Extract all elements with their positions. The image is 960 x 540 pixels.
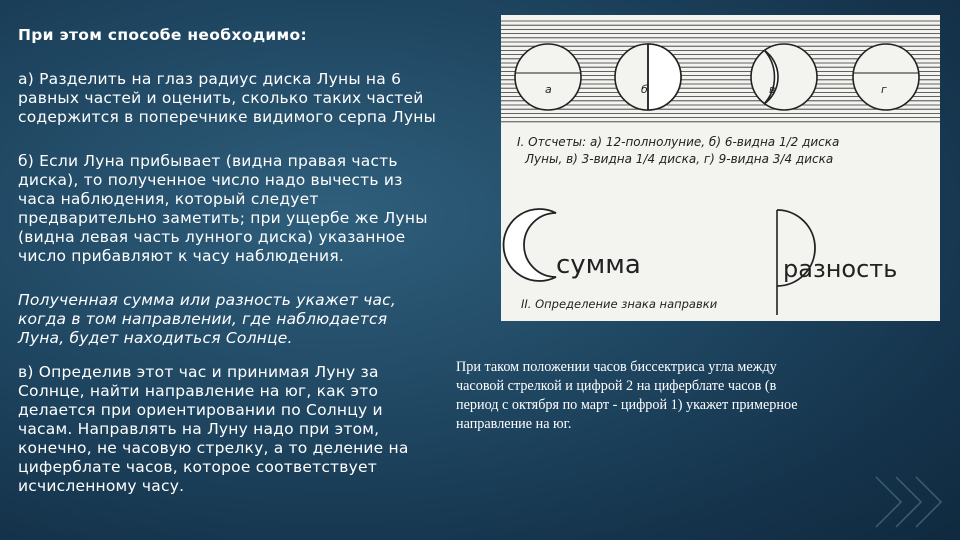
moon-label-c: в bbox=[769, 83, 776, 96]
moon-label-b: б bbox=[641, 83, 648, 96]
moon-phase-figure bbox=[501, 15, 940, 321]
crescent-difference bbox=[777, 210, 897, 315]
slide-heading: При этом способе необходимо: bbox=[18, 26, 307, 44]
moon-disc-b bbox=[615, 44, 681, 110]
moon-disc-c bbox=[751, 44, 817, 110]
moon-disc-d bbox=[853, 44, 919, 110]
step-b-text: б) Если Луна прибывает (видна правая часть диска), то полученное число надо вычесть из часа наблюдения, который следует предварительно заметить; при ущербе же Луны (видна левая часть лунного диска) указанное число прибавляют к часу наблюдения. bbox=[18, 152, 428, 265]
diff-label: разность bbox=[783, 255, 898, 283]
moon-label-d: г bbox=[881, 83, 887, 96]
crescent-sum bbox=[504, 209, 641, 281]
figure-caption-line1: I. Отсчеты: а) 12-полнолуние, б) 6-видна 1/2 диска bbox=[517, 135, 840, 149]
decorative-chevrons bbox=[866, 472, 946, 532]
figure-caption-line2: Луны, в) 3-видна 1/4 диска, г) 9-видна 3/4 диска bbox=[525, 152, 834, 166]
step-c-text: в) Определив этот час и принимая Луну за Солнце, найти направление на юг, как это делается при ориентировании по Солнцу и часам. Направлять на Луну надо при этом, конечно, не часовую стрелку, а то деление на циферблате часов, которое соответствует исчисленному часу. bbox=[18, 363, 409, 495]
step-a-text: а) Разделить на глаз радиус диска Луны на 6 равных частей и оценить, сколько таких частей содержится в поперечнике видимого серпа Луны bbox=[18, 70, 437, 126]
moon-disc-a bbox=[515, 44, 581, 110]
south-direction-note: При таком положении часов биссектриса угла между часовой стрелкой и цифрой 2 на циферблате часов (в период с октября по март - цифрой 1) укажет примерное направление на юг. bbox=[456, 359, 798, 432]
sum-label: сумма bbox=[556, 250, 641, 280]
figure-caption-bottom: II. Определение знака направки bbox=[521, 297, 718, 311]
moon-label-a: а bbox=[545, 83, 552, 96]
result-note-text: Полученная сумма или разность укажет час, когда в том направлении, где наблюдается Луна, будет находиться Солнце. bbox=[18, 291, 397, 347]
